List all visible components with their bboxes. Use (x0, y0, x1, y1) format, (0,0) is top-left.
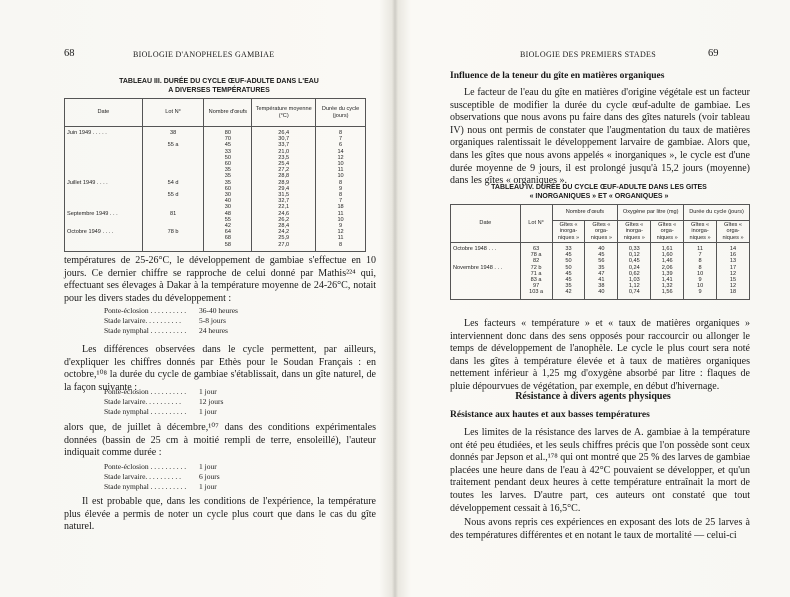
subheading-temperature: Résistance aux hautes et aux basses températures (450, 410, 650, 420)
table-row: Juin 1949 . . . . . 38 55 a 80 70 45 33 50 60 35 35 26,4 30,7 33,7 21,0 23,5 25,4 27,2 28,8 8 7 6 14 12 10 11 10 (65, 127, 366, 180)
right-paragraph-3: Les limites de la résistance des larves de A. gambiae à la température ont été peu étudiées, et les seuls chiffres précis que l'on possède sont ceux donnés par Jepson et al.,¹⁷⁸ qui ont montré que 25 % des larves de gambiae placées une heure dans de l'eau à 42°C pouvaient se développer, et qu'un traitement pendant deux heures à cette température entraînait la mort de toutes les larves. D'autre part, ces auteurs ont constaté que tout développement cessait à 16,5°C. (450, 427, 750, 514)
table4-header-oxygen: Oxygène par litre (mg) (618, 205, 684, 221)
list-item: Stade larvaire. . . . . . . . . . 12 jours (104, 397, 224, 406)
table3-header-temp: Température moyenne (°C) (252, 99, 316, 127)
table4-header-lot: Lot N° (520, 205, 552, 243)
duration-list-3 (104, 462, 259, 492)
table3-header-date: Date (65, 99, 143, 127)
page-number-right: 69 (708, 48, 719, 59)
table4-title: TABLEAU IV. DURÉE DU CYCLE ŒUF-ADULTE DANS LES GITES « INORGANIQUES » ET « ORGANIQUES » (491, 184, 707, 200)
table4-header-duration: Durée du cycle (jours) (684, 205, 750, 221)
table3 (64, 98, 366, 252)
table-row: Septembre 1949 . . . 81 48 55 42 24,6 26,2 28,4 11 10 9 (65, 211, 366, 230)
subheading-organic-matter: Influence de la teneur du gîte en matières organiques (450, 71, 665, 81)
table4-header-eggs: Nombre d'œufs (552, 205, 618, 221)
list-item: Stade nymphal . . . . . . . . . . 24 heures (104, 326, 228, 335)
right-paragraph-2: Les facteurs « température » et « taux de matières organiques » interviennent donc dans des sens opposés pour raccourcir ou allonger le temps de développement de l'anophèle. Le cycle le plus court sera noté dans les gîtes à température élevée et à taux de matières organiques nettement inférieur à 1,25 mg d'oxygène absorbé par litre : flaques de pluie dépourvues de végétation, par exemple, en début d'hivernage. (450, 318, 750, 392)
table3-title: TABLEAU III. DURÉE DU CYCLE ŒUF-ADULTE DANS L'EAU A DIVERSES TEMPÉRATURES (119, 78, 319, 94)
table4-header-date: Date (451, 205, 521, 243)
table3-header-duration: Durée du cycle (jours) (316, 99, 366, 127)
list-item: Ponte-éclosion . . . . . . . . . . 1 jour (104, 387, 217, 396)
duration-list-2 (104, 387, 259, 417)
table3-header-eggs: Nombre d'œufs (204, 99, 252, 127)
list-item: Ponte-éclosion . . . . . . . . . . 1 jour (104, 462, 217, 471)
table-row: Octobre 1948 . . . 63 78 a 82 33 45 50 40 45 56 0,33 0,12 0,45 1,61 1,60 1,46 11 7 8 14 16 13 (451, 243, 750, 265)
running-head-right: BIOLOGIE DES PREMIERS STADES (520, 50, 656, 59)
section-heading: Résistance à divers agents physiques (515, 391, 671, 402)
list-item: Stade larvaire. . . . . . . . . . 5-8 jours (104, 316, 226, 325)
list-item: Ponte-éclosion . . . . . . . . . . 36-40 heures (104, 306, 238, 315)
list-item: Stade larvaire. . . . . . . . . . 6 jours (104, 472, 220, 481)
table-row: Octobre 1949 . . . . 78 b 64 68 58 24,2 25,9 27,0 12 11 8 (65, 229, 366, 251)
left-paragraph-1: températures de 25-26°C, le développement de gambiae s'effectue en 10 jours. Ce dernier chiffre se rapproche de celui donné par Mathis²²⁴ qui, effectuant ses élevages à Dakar à la température moyenne de 24-26°C, notait pour les divers stades du développement : (64, 255, 376, 304)
left-paragraph-3: alors que, de juillet à décembre,¹⁰⁷ dans des conditions expérimentales données (bassin de 25 cm à moitié rempli de terre, ensoleillé), l'auteur indiquait comme durée : (64, 422, 376, 459)
running-head-left: BIOLOGIE D'ANOPHELES GAMBIAE (133, 50, 275, 59)
table-row: Novembre 1948 . . . 72 b 71 a 83 a 97 103 a 50 45 45 35 42 35 47 41 38 40 0,24 0,62 1,03 1,12 0,74 2,06 1,39 1,41 1,32 1,56 8 10 9 10 9 17 12 15 12 18 (451, 265, 750, 300)
list-item: Stade nymphal . . . . . . . . . . 1 jour (104, 407, 217, 416)
left-page (0, 0, 394, 597)
right-page (396, 0, 790, 597)
right-paragraph-4: Nous avons repris ces expériences en exposant des lots de 25 larves à des températures différentes et en notant le taux de mortalité — celui-ci (450, 517, 750, 541)
table4: Date Lot N° Nombre d'œufs Oxygène par litre (mg) Durée du cycle (jours) Gîtes « inorga-niques » Gîtes « orga-niques » Gîtes « inorga-niques » Gîtes « orga-niques » Gîtes « inorga-niques » Gîtes « orga-niques » Octobre 1948 . . . 63 78 a 82 33 45 50 40 45 56 0,33 0,12 0,45 1,61 1,60 1,46 11 7 8 14 16 13 Novembre 1948 . . . 72 b 71 a 83 a 97 103 a 50 45 45 35 42 35 47 41 38 40 0,24 0,62 1,03 1,12 0,74 2,06 1,39 1,41 1,32 1,56 8 10 9 10 9 17 12 15 12 18 (450, 204, 750, 300)
page-number-left: 68 (64, 48, 75, 59)
table-row: Juillet 1949 . . . . 54 d 55 d 35 60 30 40 30 28,9 29,4 31,5 32,7 22,1 8 9 8 7 18 (65, 180, 366, 211)
left-paragraph-2: Les différences observées dans le cycle permettent, par ailleurs, d'expliquer les chiffres donnés par Ethès pour le Soudan Français : en octobre,¹⁰⁸ la durée du cycle de gambiae s'établissait, dans un gîte naturel, de la façon suivante : (64, 344, 376, 393)
table3-header-lot: Lot N° (142, 99, 204, 127)
duration-list-1 (104, 306, 259, 336)
left-paragraph-4: Il est probable que, dans les conditions de l'expérience, la température plus élevée a permis de noter un cycle plus court que dans le cas du gîte naturel. (64, 496, 376, 533)
list-item: Stade nymphal . . . . . . . . . . 1 jour (104, 482, 217, 491)
right-paragraph-1: Le facteur de l'eau du gîte en matières d'origine végétale est un facteur susceptible de modifier la durée du cycle œuf-adulte de gambiae. Les observations que nous avons pu faire dans des gîtes naturels (voir tableau IV) nous ont permis de constater que l'augmentation du taux de matières organiques ralentissait le développement larvaire de gambiae. Alors que, dans les gîtes que nous avons appelés « inorganiques », le cycle est d'une durée moyenne de 9 jours, il est prolongé jusqu'à 15,2 jours (moyenne) dans les gîtes « organiques ». (450, 87, 750, 187)
